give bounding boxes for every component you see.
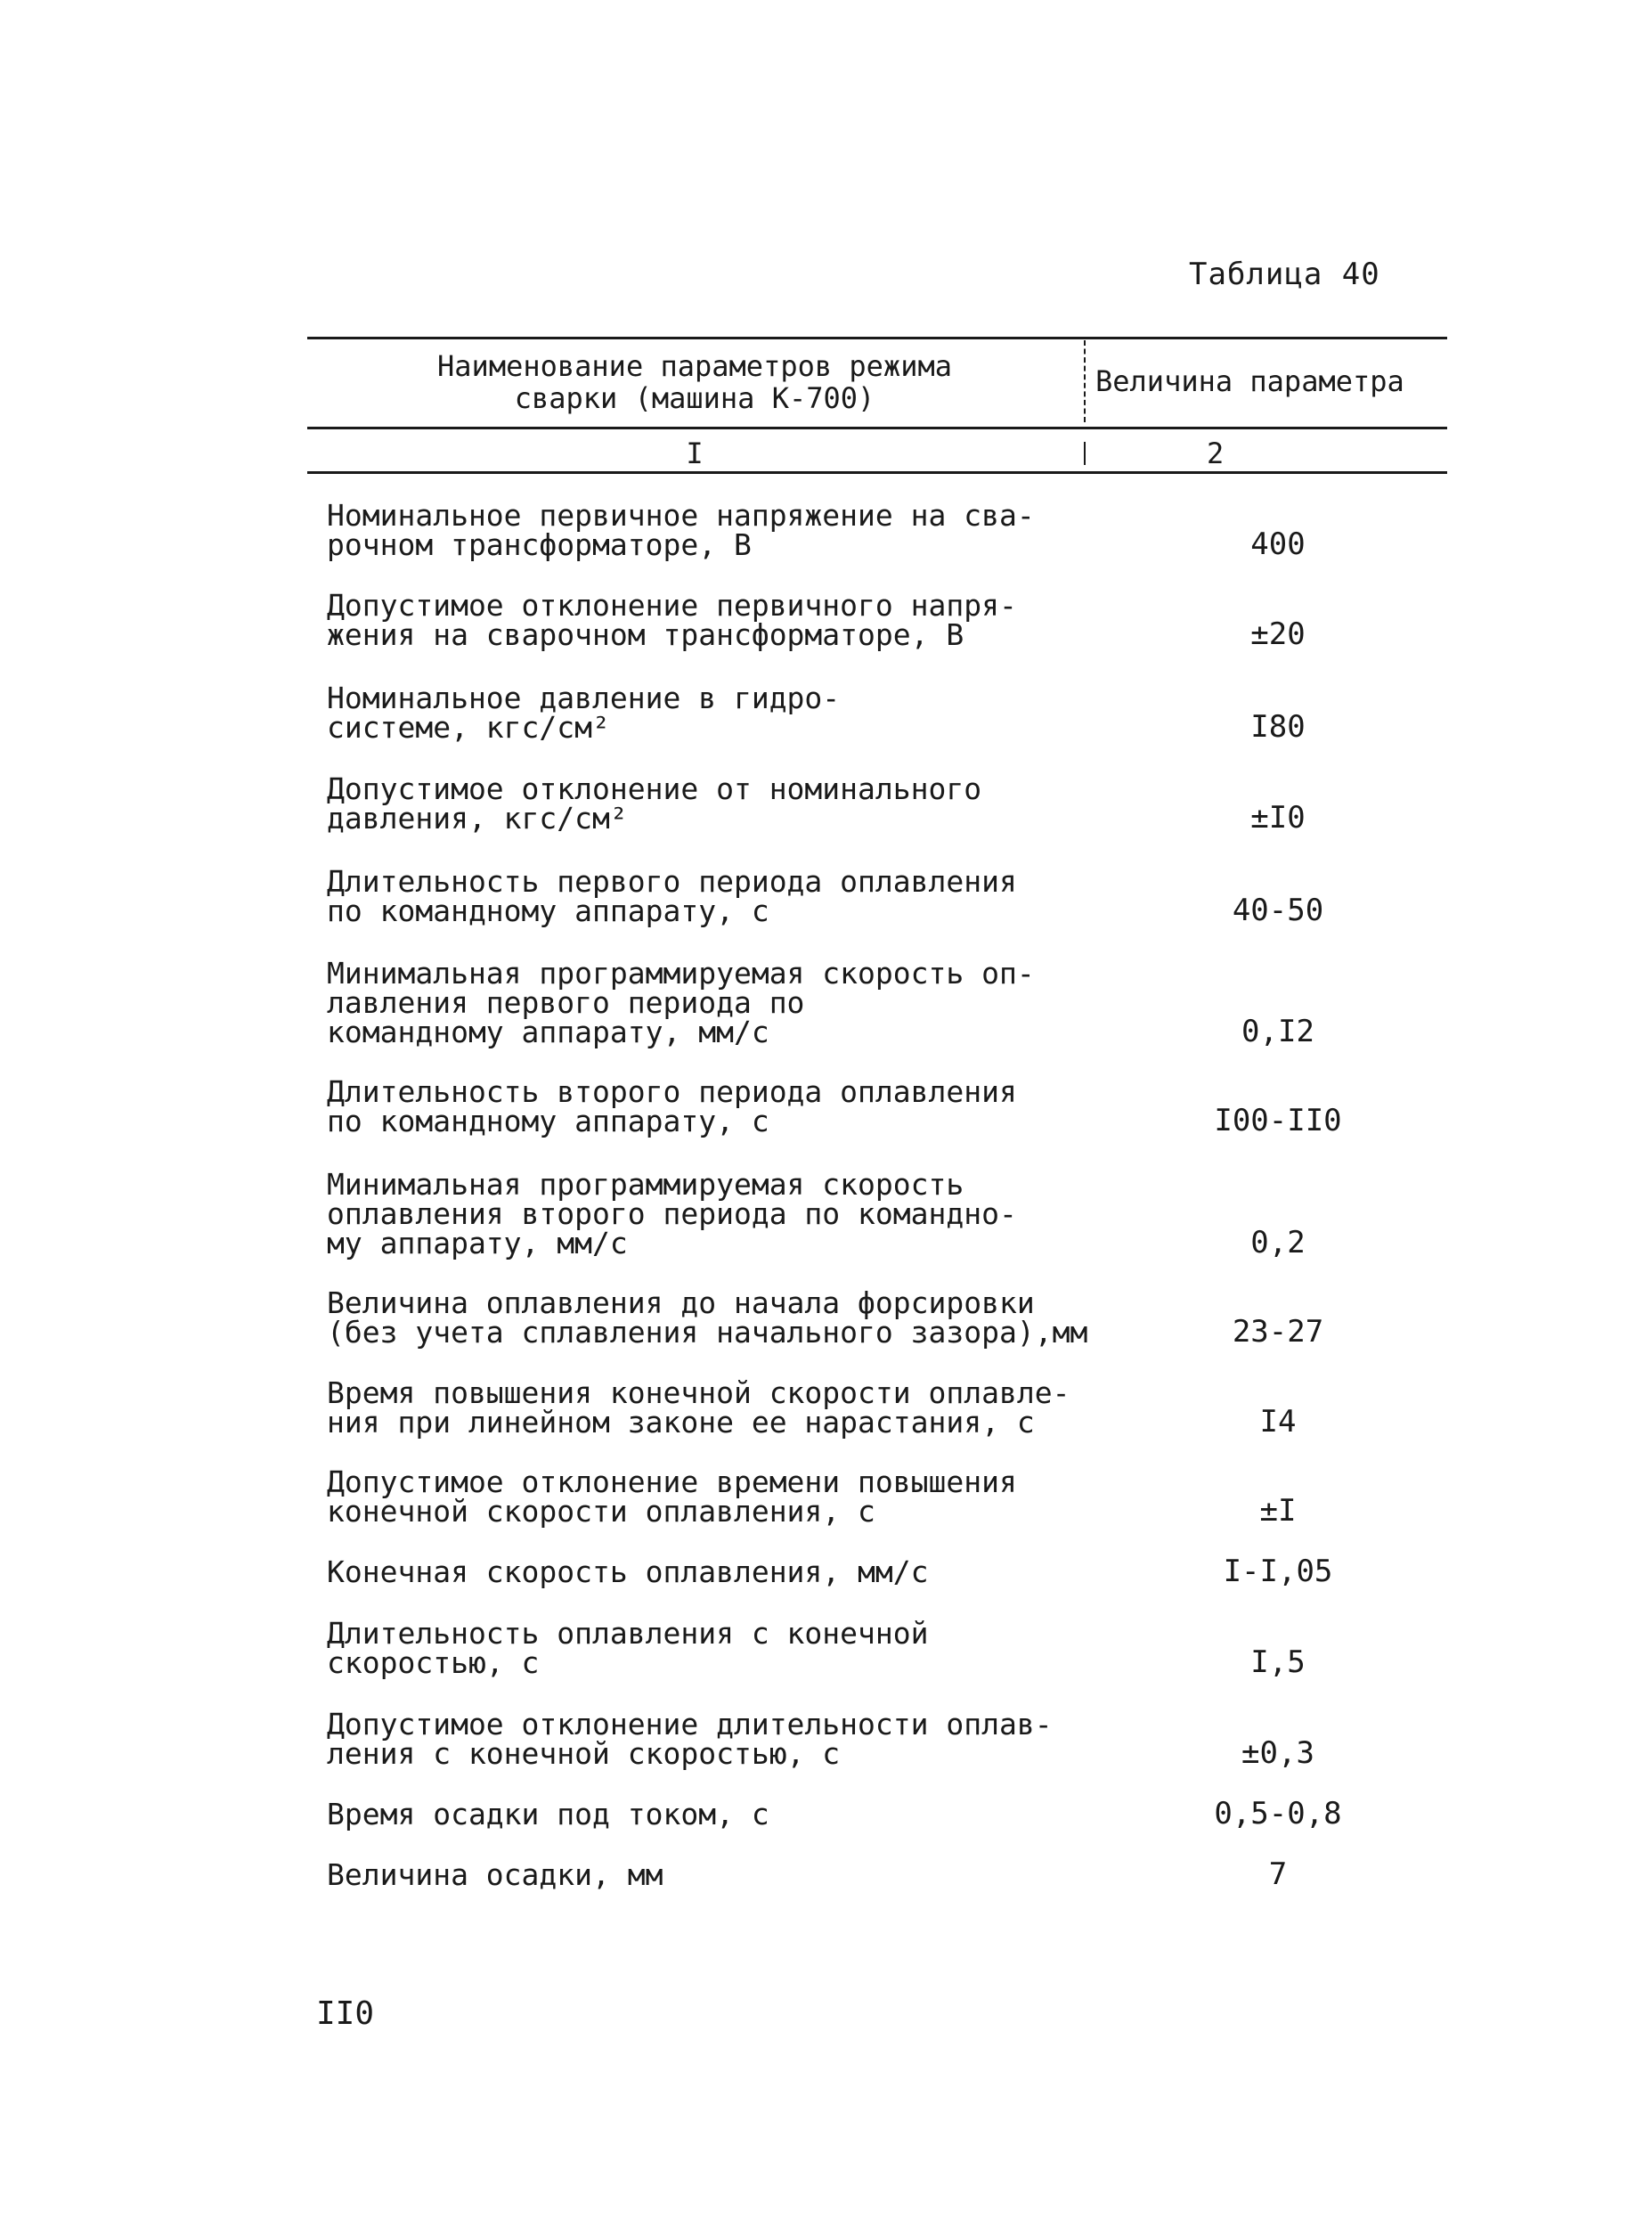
table-row [307, 559, 1447, 652]
row-parameter-value: 0,2 [1250, 1225, 1306, 1260]
row-parameter-value: ±0,3 [1241, 1735, 1314, 1771]
table-row [307, 649, 1447, 745]
row-parameter-name: Длительность оплавления с конечной скоростью, с [327, 1616, 929, 1680]
row-parameter-value: I4 [1259, 1404, 1297, 1440]
header-parameter-value: Величина параметра [1095, 364, 1404, 398]
table-row [307, 833, 1447, 926]
table-row [307, 926, 1447, 1047]
table-row [307, 1829, 1447, 1892]
row-parameter-name: Номинальное первичное напряжение на сва- рочном трансформаторе, В [327, 498, 1035, 562]
row-parameter-name: Минимальная программируемая скорость оп- лавления первого периода по командному аппарату, мм/с [327, 956, 1035, 1049]
table-row [307, 1258, 1447, 1350]
row-parameter-value: 23-27 [1232, 1314, 1324, 1350]
header-parameter-name: Наименование параметров режима сварки (машина К-700) [437, 349, 952, 415]
row-parameter-name: Длительность второго периода оплавления по командному аппарату, с [327, 1074, 1017, 1138]
table-row [307, 495, 1447, 562]
table-caption: Таблица 40 [1189, 257, 1380, 292]
row-parameter-name: Время повышения конечной скорости оплавле- ния при линейном законе ее нарастания, с [327, 1375, 1070, 1440]
table-row [307, 1526, 1447, 1587]
row-parameter-name: Величина оплавления до начала форсировки (без учета сплавления начального зазора),мм [327, 1285, 1088, 1350]
column-number-divider [1084, 442, 1086, 465]
row-parameter-value: 0,I2 [1241, 1014, 1314, 1049]
header-bottom-rule [307, 427, 1447, 429]
table-top-rule [307, 337, 1447, 339]
table-row [307, 1047, 1447, 1136]
row-parameter-value: 400 [1250, 526, 1306, 562]
table-row [307, 742, 1447, 836]
row-parameter-value: I,5 [1250, 1644, 1306, 1680]
row-parameter-name: Минимальная программируемая скорость оплавления второго периода по командно- му аппарату, мм/с [327, 1167, 1017, 1260]
row-parameter-value: 40-50 [1232, 893, 1324, 928]
page-number: II0 [316, 1995, 375, 2032]
table-row [307, 1347, 1447, 1440]
row-parameter-value: 7 [1268, 1856, 1288, 1892]
row-parameter-value: I80 [1250, 709, 1306, 745]
row-parameter-value: I-I,05 [1223, 1554, 1333, 1589]
row-parameter-value: I00-II0 [1214, 1103, 1342, 1138]
row-parameter-value: 0,5-0,8 [1214, 1796, 1342, 1831]
column-numbers-bottom-rule [307, 471, 1447, 474]
header-column-divider [1084, 340, 1086, 422]
table-row [307, 1587, 1447, 1680]
row-parameter-value: ±20 [1250, 616, 1306, 652]
row-parameter-value: ±I0 [1250, 800, 1306, 836]
row-parameter-name: Конечная скорость оплавления, мм/с [327, 1554, 929, 1589]
row-parameter-value: ±I [1259, 1493, 1297, 1529]
table-row [307, 1437, 1447, 1529]
table-row [307, 1677, 1447, 1771]
column-number-1: I [686, 436, 704, 470]
column-number-2: 2 [1207, 436, 1225, 470]
row-parameter-name: Допустимое отклонение длительности оплав- ления с конечной скоростью, с [327, 1707, 1053, 1771]
row-parameter-name: Длительность первого периода оплавления по командному аппарату, с [327, 864, 1017, 928]
table-row [307, 1136, 1447, 1258]
row-parameter-name: Допустимое отклонение времени повышения конечной скорости оплавления, с [327, 1464, 1017, 1529]
table-body [307, 495, 1447, 1892]
row-parameter-name: Время осадки под током, с [327, 1797, 769, 1831]
table-row [307, 1768, 1447, 1829]
row-parameter-name: Допустимое отклонение первичного напря- жения на сварочном трансформаторе, В [327, 588, 1017, 652]
row-parameter-name: Допустимое отклонение от номинального давления, кгс/см² [327, 771, 982, 836]
row-parameter-name: Величина осадки, мм [327, 1857, 663, 1892]
row-parameter-name: Номинальное давление в гидро- системе, кгс/см² [327, 681, 841, 745]
